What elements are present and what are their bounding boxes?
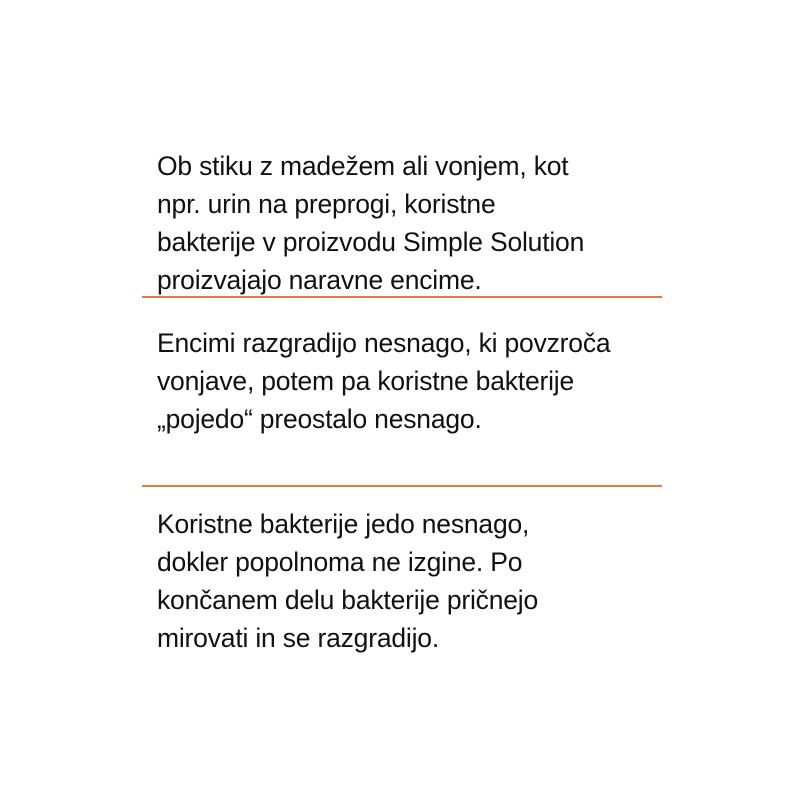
paragraph-step-3 bbox=[157, 505, 657, 657]
paragraph-step-1 bbox=[157, 147, 657, 299]
paragraph-line: končanem delu bakterije pričnejo bbox=[157, 585, 539, 615]
paragraph-line: „pojedo“ preostalo nesnago. bbox=[157, 404, 482, 434]
paragraph-line: npr. urin na preprogi, koristne bbox=[157, 189, 496, 219]
paragraph-line: mirovati in se razgradijo. bbox=[157, 623, 439, 653]
paragraph-line: Encimi razgradijo nesnago, ki povzroča bbox=[157, 328, 611, 358]
paragraph-line: Koristne bakterije jedo nesnago, bbox=[157, 509, 530, 539]
paragraph-line: proizvajajo naravne encime. bbox=[157, 265, 482, 295]
paragraph-line: bakterije v proizvodu Simple Solution bbox=[157, 227, 585, 257]
paragraph-step-2 bbox=[157, 324, 657, 438]
paragraph-line: vonjave, potem pa koristne bakterije bbox=[157, 366, 575, 396]
paragraph-line: Ob stiku z madežem ali vonjem, kot bbox=[157, 151, 569, 181]
divider-line bbox=[142, 296, 662, 298]
paragraph-line: dokler popolnoma ne izgine. Po bbox=[157, 547, 523, 577]
divider-line bbox=[142, 485, 662, 487]
